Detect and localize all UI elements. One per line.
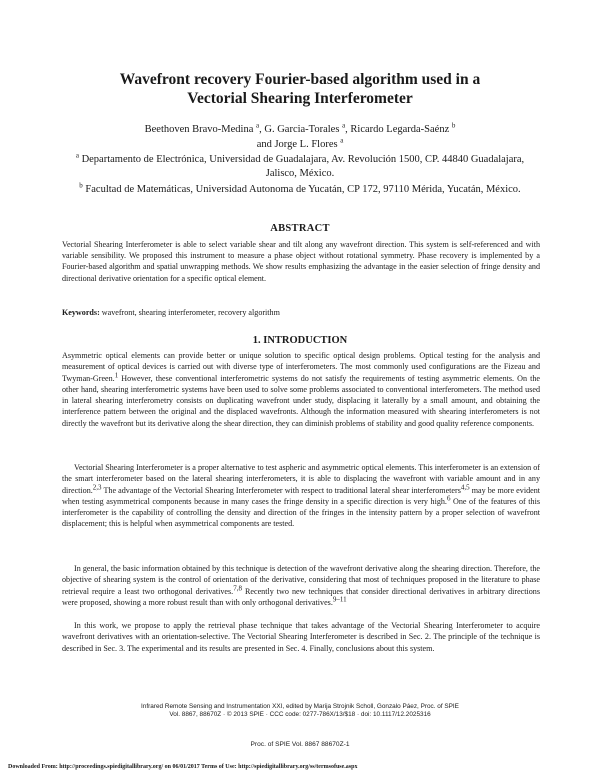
affiliation-b bbox=[62, 183, 538, 197]
author-legarda-saenz: , Ricardo Legarda-Saénz bbox=[345, 124, 450, 135]
affiliation-mark-b: b bbox=[79, 181, 83, 190]
authors-line-2 bbox=[60, 137, 540, 152]
paragraph-text: However, these conventional interferometric systems do not satisfy the requirements of testing asymmetric elements. On the other hand, shearing interferometric systems have been used to solve some problems associated to conventional interferometers. The method used in lateral shearing interferometry consists on duplicating wavefront under study, displacing it laterally by a small amount, and obtaining the interference pattern between the original and the displaced wavefronts. Although the information measured with shearing interferometers is not directly the wavefront but its derivative along the shear direction, they can diminish problems of stability and good quality reference components. bbox=[62, 373, 540, 428]
abstract-heading: ABSTRACT bbox=[270, 223, 330, 234]
affiliation-mark-a: a bbox=[256, 121, 260, 130]
keywords-label: Keywords: bbox=[62, 308, 100, 317]
citation-ref: 4,5 bbox=[460, 482, 470, 491]
title-line-2: Vectorial Shearing Interferometer bbox=[187, 90, 413, 107]
author-flores: and Jorge L. Flores bbox=[256, 139, 338, 150]
abstract-text: Vectorial Shearing Interferometer is able to select variable shear and tilt along any wavefront direction. This system is self-referenced and with variable sensibility. We proposed this instrument to measure a phase object without rotational symmetry. Phase recovery is implemented by a Fourier-based algorithm and spatial unwrapping methods. We show results emphasizing the advantage in the easier selection of fringe density and directional derivative orientation for a specific optical element. bbox=[62, 240, 540, 283]
intro-paragraph-3 bbox=[62, 563, 540, 608]
download-notice: Downloaded From: http://proceedings.spiedigitallibrary.org/ on 06/01/2017 Terms of Use: http://spiedigitallibrary.org/ss/termsofuse.aspx bbox=[8, 764, 358, 770]
affiliation-a bbox=[62, 153, 538, 181]
footnote-line-2: Vol. 8867, 88670Z · © 2013 SPIE · CCC code: 0277-786X/13/$18 · doi: 10.1117/12.2025316 bbox=[169, 711, 431, 719]
intro-paragraph-2 bbox=[62, 462, 540, 530]
intro-paragraph-1 bbox=[62, 350, 540, 429]
author-list bbox=[60, 122, 540, 152]
paragraph-text: One of the features of this interferometer is the capability of controlling the density and direction of the fringes in the intensity pattern by a proper selection of wavefront displacement; this is helpful when asymmetrical components are tested. bbox=[62, 496, 540, 529]
paper-title bbox=[60, 70, 540, 108]
affiliation-a-text: Departamento de Electrónica, Universidad de Guadalajara, Av. Revolución 1500, CP. 44840 Guadalajara, Jalisco, México. bbox=[81, 154, 525, 179]
paragraph-text: Asymmetric optical elements can provide better or unique solution to specific optical design problems. Optical testing for the analysis and measurement of optical devices is carried out with diverse type of interferometers. The most commonly used configurations are the Fizeau and Twyman-Green. bbox=[62, 351, 540, 383]
citation-ref: 9–11 bbox=[332, 595, 347, 604]
citation-ref: 7,8 bbox=[233, 583, 242, 592]
paragraph-text: Vectorial Shearing Interferometer is a proper alternative to test aspheric and asymmetric optical elements. This interferometer is an extension of the smart interferometer based on the lateral shearing interferometers, it is able to displacing the wavefront with variable amount and in any direction. bbox=[62, 463, 540, 495]
paragraph-text: may be more evident when testing asymmetrical components because in many cases the fringe density in a specific direction is very high. bbox=[62, 485, 540, 506]
affiliation-mark-b: b bbox=[451, 121, 456, 130]
citation-ref: 1 bbox=[114, 370, 119, 379]
author-garcia-torales: , G. Garcia-Torales bbox=[259, 124, 340, 135]
affiliation-mark-a: a bbox=[340, 136, 344, 145]
citation-ref: 2,3 bbox=[92, 482, 102, 491]
intro-paragraph-4: In this work, we propose to apply the retrieval phase technique that takes advantage of the Vectorial Shearing Interferometer to acquire wavefront derivatives with an orientation-selective. The Vectorial Shearing Interferometer is described in Sec. 2. The principle of the technique is described in Sec. 3. The experimental and its results are presented in Sec. 4. Finally, conclusions about this system. bbox=[62, 621, 540, 653]
paragraph-text: In general, the basic information obtained by this technique is detection of the wavefront derivative along the shearing direction. Therefore, the objective of shearing system is the control of orientation of the derivative, considering that most of techniques proposed in the literature to phase retrieval require a least two orthogonal derivatives. bbox=[62, 564, 540, 596]
keywords-text: wavefront, shearing interferometer, recovery algorithm bbox=[99, 308, 280, 317]
author-bravo-medina: Beethoven Bravo-Medina bbox=[144, 124, 254, 135]
publication-footnote bbox=[60, 703, 540, 720]
citation-ref: 6 bbox=[446, 494, 451, 503]
affiliation-mark-a: a bbox=[75, 151, 79, 160]
keywords bbox=[62, 307, 540, 318]
section-heading-introduction: 1. INTRODUCTION bbox=[252, 335, 348, 346]
paragraph-text: Recently two new techniques that consider directional derivatives in arbitrary directions were proposed, showing a more robust result than with only orthogonal derivatives. bbox=[62, 586, 540, 607]
affiliation-b-text: Facultad de Matemáticas, Universidad Autonoma de Yucatán, CP 172, 97110 Mérida, Yucatán, México. bbox=[85, 184, 521, 195]
authors-line-1 bbox=[60, 122, 540, 137]
paragraph-text: The advantage of the Vectorial Shearing Interferometer with respect to traditional lateral shear interferometers bbox=[101, 485, 461, 495]
title-line-1: Wavefront recovery Fourier-based algorithm used in a bbox=[119, 71, 481, 88]
affiliation-mark-a: a bbox=[342, 121, 346, 130]
page-number: Proc. of SPIE Vol. 8867 88670Z-1 bbox=[250, 741, 350, 748]
footnote-line-1: Infrared Remote Sensing and Instrumentation XXI, edited by Marija Strojnik Scholl, Gonzalo Páez, Proc. of SPIE bbox=[141, 703, 459, 710]
